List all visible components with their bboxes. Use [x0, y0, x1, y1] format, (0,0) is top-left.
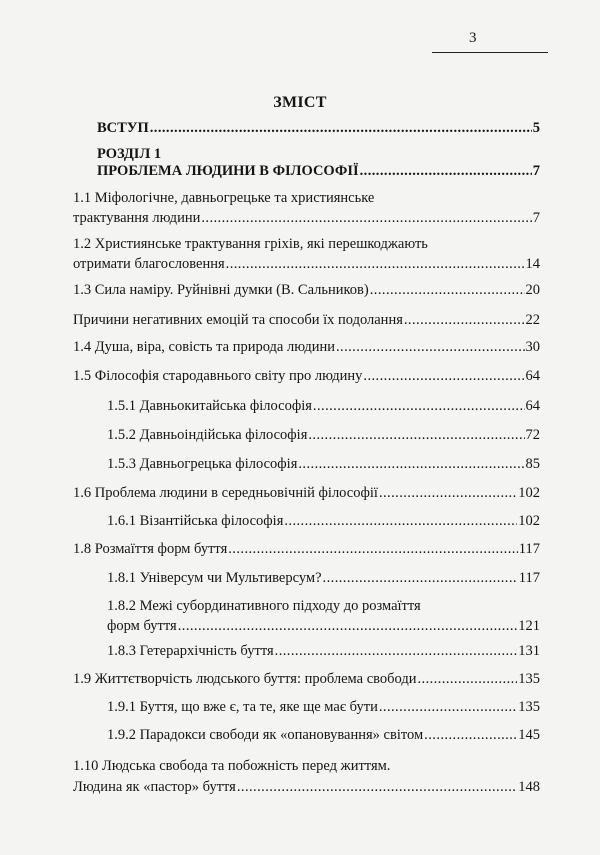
dot-leader — [363, 368, 524, 385]
toc-entry-text: отримати благословення — [73, 256, 225, 272]
toc-entry-page: 85 — [525, 456, 540, 472]
header-rule — [432, 52, 548, 53]
toc-entry — [107, 727, 540, 744]
toc-entry-page: 14 — [525, 256, 540, 272]
toc-entry-text: 1.5 Філософія стародавнього світу про людину — [73, 368, 363, 384]
toc-entry-page: 117 — [518, 570, 540, 586]
toc-entry-text: 1.5.1 Давньокитайська філософія — [107, 398, 312, 414]
toc-entry-text: 1.1 Міфологічне, давньогрецьке та християнське — [73, 190, 375, 206]
dot-leader — [308, 427, 524, 444]
dot-leader — [379, 699, 517, 716]
toc-entry-page: 131 — [518, 643, 540, 659]
toc-entry — [73, 339, 540, 356]
toc-entry-page: 64 — [525, 368, 540, 384]
toc-entry-page: 22 — [525, 312, 540, 328]
dot-leader — [323, 570, 518, 587]
toc-entry — [73, 236, 540, 273]
dot-leader — [336, 339, 525, 356]
toc-title: ЗМІСТ — [273, 94, 327, 111]
toc-entry-text: 1.6.1 Візантійська філософія — [107, 513, 284, 529]
toc-entry — [97, 120, 540, 137]
toc-entry-page: 102 — [518, 513, 540, 529]
page-number: 3 — [469, 30, 477, 46]
dot-leader — [417, 671, 517, 688]
toc-entry-text: 1.8 Розмаїття форм буття — [73, 541, 228, 557]
toc-entry-text: 1.5.3 Давньогрецька філософія — [107, 456, 298, 472]
toc-entry-text: трактування людини — [73, 210, 201, 226]
dot-leader — [237, 779, 517, 796]
toc-entry — [97, 146, 540, 180]
toc-entry-text: 1.2 Християнське трактування гріхів, які перешкоджають — [73, 236, 428, 252]
dot-leader — [313, 398, 525, 415]
toc-entry-text: Причини негативних емоцій та способи їх подолання — [73, 312, 403, 328]
toc-entry — [73, 282, 540, 299]
toc-entry — [107, 513, 540, 530]
dot-leader — [360, 163, 532, 180]
toc-entry-page: 135 — [518, 699, 540, 715]
toc-entry-text: 1.10 Людська свобода та побожність перед життям. — [73, 758, 391, 774]
toc-entry — [107, 570, 540, 587]
toc-entry — [107, 643, 540, 660]
toc-entry-text: 1.6 Проблема людини в середньовічній філософії — [73, 485, 378, 501]
toc-entry — [107, 598, 540, 635]
toc-entry-page: 7 — [532, 163, 540, 179]
toc-entry — [107, 427, 540, 444]
dot-leader — [379, 485, 517, 502]
dot-leader — [226, 256, 525, 273]
toc-entry-page: 7 — [532, 210, 540, 226]
toc-entry-page: 20 — [525, 282, 540, 298]
toc-entry-page: 121 — [518, 618, 540, 634]
toc-entry — [73, 368, 540, 385]
toc-entry — [73, 541, 540, 558]
toc-entry-page: 30 — [525, 339, 540, 355]
dot-leader — [228, 541, 518, 558]
toc-entry — [73, 485, 540, 502]
dot-leader — [178, 618, 518, 635]
dot-leader — [201, 210, 531, 227]
toc-entry-text: ПРОБЛЕМА ЛЮДИНИ В ФІЛОСОФІЇ — [97, 163, 359, 179]
toc-entry-page: 145 — [518, 727, 540, 743]
toc-entry-text: 1.4 Душа, віра, совість та природа людини — [73, 339, 335, 355]
toc-entry — [107, 699, 540, 716]
toc-entry-text: 1.3 Сила наміру. Руйнівні думки (В. Сальников) — [73, 282, 369, 298]
toc-entry-text: 1.9.2 Парадокси свободи як «опановування» світом — [107, 727, 424, 743]
toc-entry-text: 1.8.1 Універсум чи Мультиверсум? — [107, 570, 322, 586]
toc-entry-page: 117 — [518, 541, 540, 557]
toc-entry-text: форм буття — [107, 618, 177, 634]
dot-leader — [370, 282, 525, 299]
dot-leader — [150, 120, 532, 137]
toc-entry — [73, 671, 540, 688]
toc-entry — [73, 758, 540, 796]
toc-entry-page: 5 — [532, 120, 540, 136]
toc-entry-text: РОЗДІЛ 1 — [97, 146, 162, 162]
toc-entry-text: 1.5.2 Давньоіндійська філософія — [107, 427, 308, 443]
toc-entry-text: 1.9.1 Буття, що вже є, та те, яке ще має бути — [107, 699, 378, 715]
toc-entry — [73, 312, 540, 329]
toc-entry — [73, 190, 540, 227]
toc-entry-page: 148 — [518, 779, 540, 795]
toc-entry — [107, 398, 540, 415]
toc-entry-text: 1.8.2 Межі субординативного підходу до розмаїття — [107, 598, 421, 614]
dot-leader — [275, 643, 518, 660]
toc-entry-text: 1.8.3 Гетерархічність буття — [107, 643, 274, 659]
dot-leader — [298, 456, 524, 473]
toc-entry-text: Людина як «пастор» буття — [73, 779, 236, 795]
dot-leader — [284, 513, 517, 530]
toc-entry-text: ВСТУП — [97, 120, 149, 136]
toc-entry — [107, 456, 540, 473]
dot-leader — [404, 312, 525, 329]
toc-entry-page: 102 — [518, 485, 540, 501]
toc-entry-page: 135 — [518, 671, 540, 687]
toc-entry-text: 1.9 Життєтворчість людського буття: проблема свободи — [73, 671, 417, 687]
toc-entry-page: 64 — [525, 398, 540, 414]
toc-entry-page: 72 — [525, 427, 540, 443]
dot-leader — [424, 727, 517, 744]
